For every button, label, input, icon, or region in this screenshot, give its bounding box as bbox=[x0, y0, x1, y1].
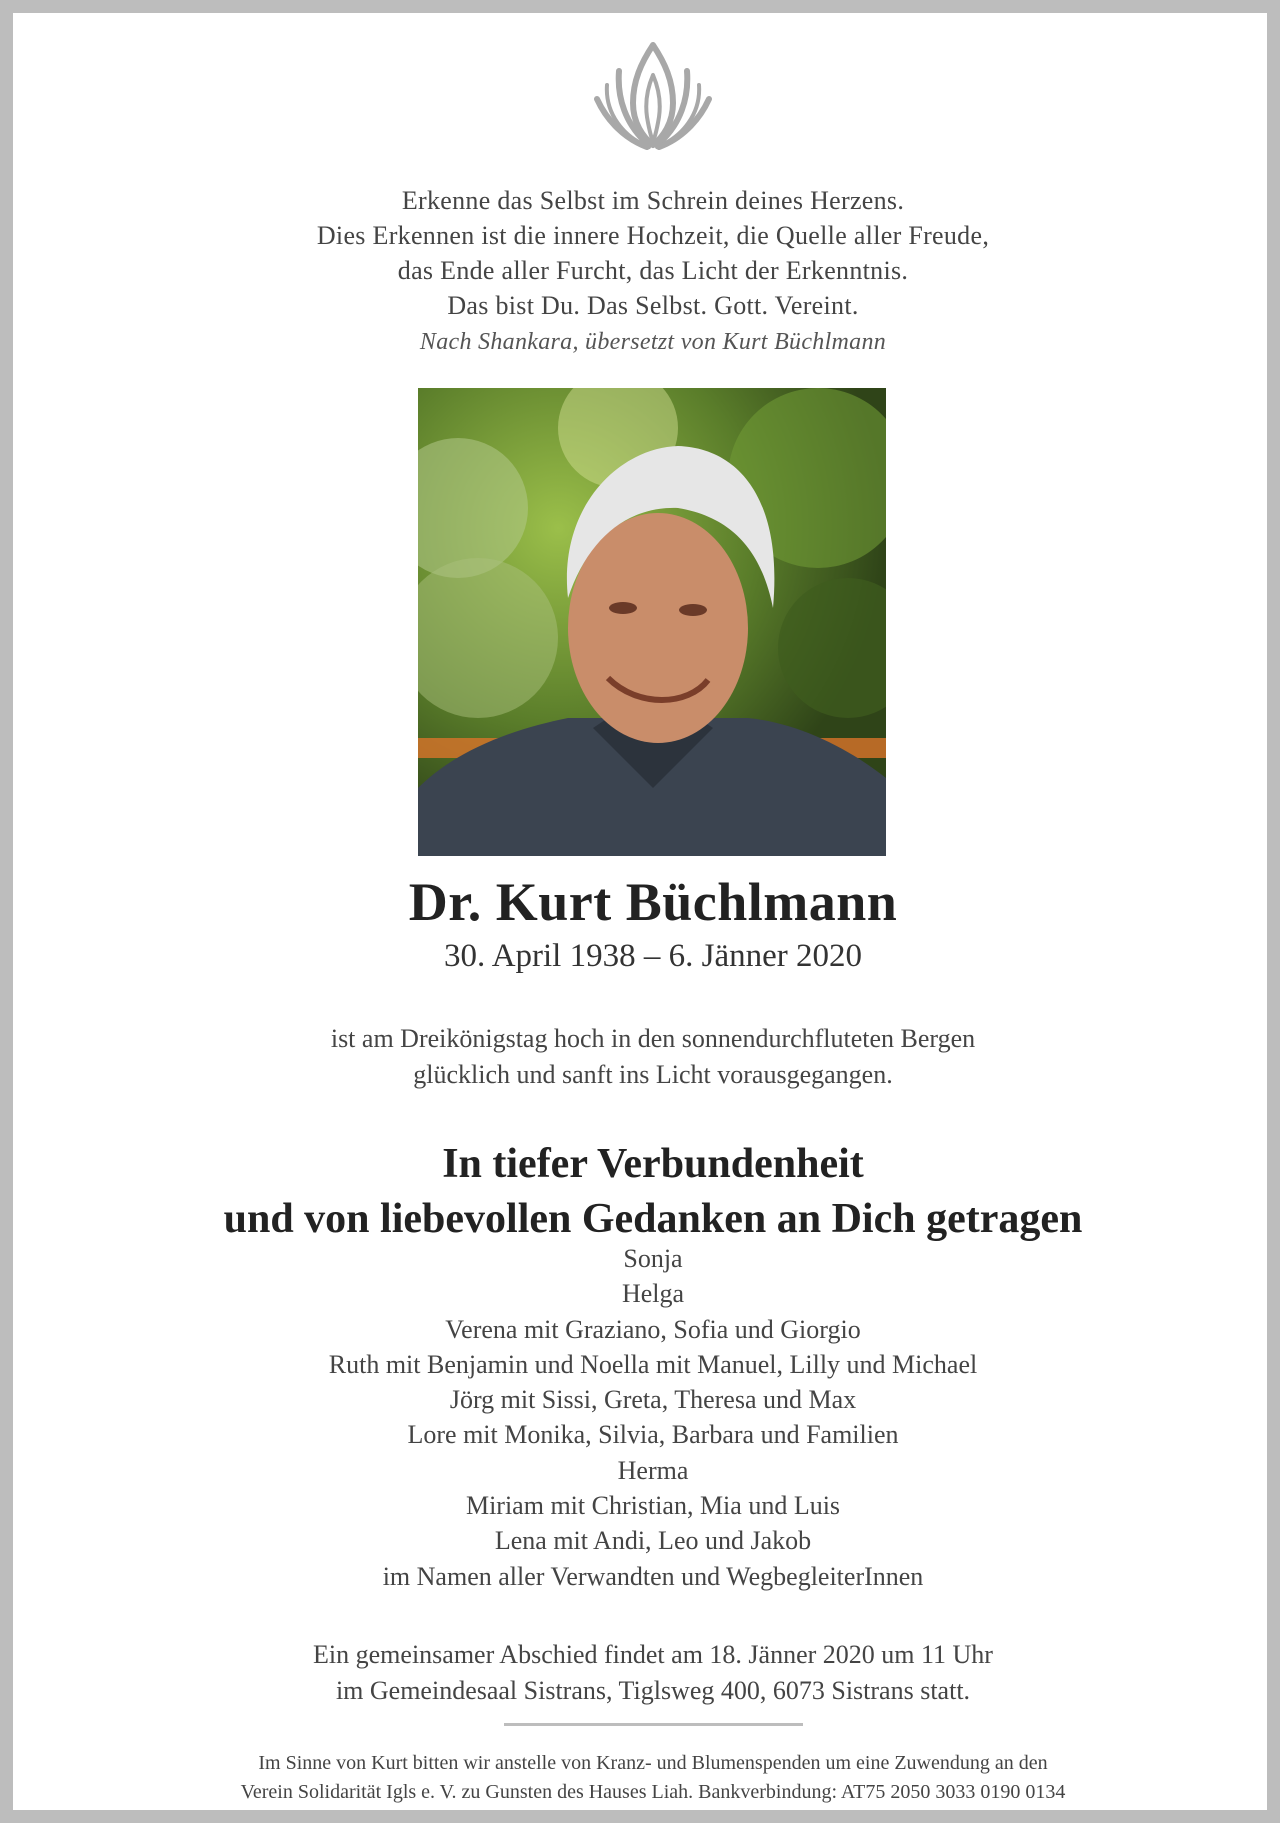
passing-line: ist am Dreikönigstag hoch in den sonnendurchfluteten Bergen bbox=[330, 1024, 976, 1053]
quote-line: Das bist Du. Das Selbst. Gott. Vereint. bbox=[447, 291, 859, 320]
mourner-line: im Namen aller Verwandten und WegbegleiterInnen bbox=[382, 1561, 924, 1591]
heading-line: und von liebevollen Gedanken an Dich getragen bbox=[223, 1196, 1083, 1242]
mourner-line: Jörg mit Sissi, Greta, Theresa und Max bbox=[449, 1385, 857, 1415]
farewell-line: Ein gemeinsamer Abschied findet am 18. Jänner 2020 um 11 Uhr bbox=[313, 1640, 993, 1669]
life-dates: 30. April 1938 – 6. Jänner 2020 bbox=[444, 938, 862, 974]
mourner-line: Sonja bbox=[623, 1244, 683, 1273]
quote-block bbox=[13, 183, 1280, 360]
footer-line: Im Sinne von Kurt bitten wir anstelle von Kranz- und Blumenspenden um eine Zuwendung an den bbox=[258, 1752, 1048, 1774]
deceased-name: Dr. Kurt Büchlmann bbox=[408, 872, 898, 932]
lotus-icon bbox=[589, 41, 717, 153]
passing-line: glücklich und sanft ins Licht vorausgegangen. bbox=[413, 1060, 893, 1089]
mourner-line: Miriam mit Christian, Mia und Luis bbox=[465, 1491, 841, 1521]
divider bbox=[504, 1723, 803, 1726]
mourner-line: Helga bbox=[621, 1279, 685, 1309]
passing-text bbox=[13, 1021, 1280, 1093]
portrait-photo bbox=[418, 388, 886, 856]
farewell-line: im Gemeindesaal Sistrans, Tiglsweg 400, 6073 Sistrans statt. bbox=[335, 1676, 971, 1705]
donation-note bbox=[13, 1749, 1280, 1807]
footer-line: Verein Solidarität Igls e. V. zu Gunsten des Hauses Liah. Bankverbindung: AT75 2050 3033 0190 0134 bbox=[240, 1781, 1066, 1803]
quote-line: das Ende aller Furcht, das Licht der Erkenntnis. bbox=[397, 256, 909, 285]
mourner-line: Lore mit Monika, Silvia, Barbara und Familien bbox=[407, 1420, 899, 1450]
farewell-info bbox=[13, 1637, 1280, 1709]
heading-line: In tiefer Verbundenheit bbox=[442, 1141, 864, 1187]
mourners-list bbox=[13, 1241, 1280, 1594]
mourner-line: Ruth mit Benjamin und Noella mit Manuel, Lilly und Michael bbox=[328, 1349, 978, 1379]
mourner-line: Lena mit Andi, Leo und Jakob bbox=[494, 1526, 812, 1556]
mourner-line: Herma bbox=[617, 1455, 689, 1485]
mourner-line: Verena mit Graziano, Sofia und Giorgio bbox=[445, 1314, 861, 1344]
quote-line: Dies Erkennen ist die innere Hochzeit, die Quelle aller Freude, bbox=[316, 221, 990, 250]
quote-line: Erkenne das Selbst im Schrein deines Herzens. bbox=[401, 186, 905, 215]
mourning-heading bbox=[13, 1137, 1280, 1247]
quote-attribution: Nach Shankara, übersetzt von Kurt Büchlmann bbox=[419, 329, 887, 355]
